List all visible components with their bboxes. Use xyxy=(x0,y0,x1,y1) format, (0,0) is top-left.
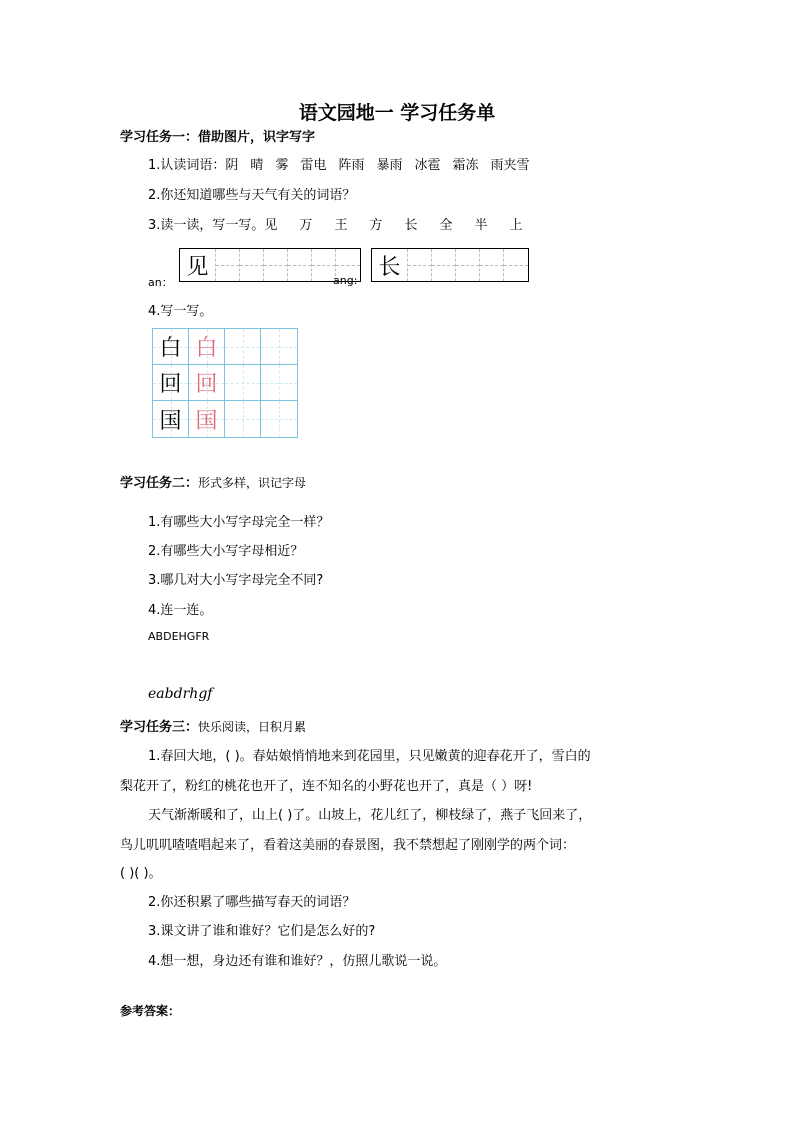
lowercase-letter: d xyxy=(173,686,183,702)
grid-cell xyxy=(189,329,225,365)
uppercase-letter: E xyxy=(171,630,179,643)
writing-box-model-char: 见 xyxy=(180,249,216,281)
box-ang-label: ang: xyxy=(333,274,358,287)
task2-q2: 2.有哪些大小写字母相近？ xyxy=(148,544,304,559)
answers-heading: 参考答案： xyxy=(120,1004,181,1018)
vocab-word: 雾 xyxy=(275,158,289,173)
trace-char: 国 xyxy=(195,408,218,434)
task2-q4: 4.连一连。 xyxy=(148,603,213,618)
vocab-word: 冰雹 xyxy=(414,158,441,173)
practice-char: 全 xyxy=(439,218,453,233)
grid-cell xyxy=(153,401,189,437)
trace-char: 回 xyxy=(195,372,218,397)
uppercase-letter: A xyxy=(148,630,156,643)
lowercase-letter-row xyxy=(148,686,212,702)
grid-cell xyxy=(261,365,297,401)
tian-grid xyxy=(152,328,298,438)
lowercase-letter: e xyxy=(148,686,157,702)
uppercase-letter: H xyxy=(178,630,187,643)
writing-box-model-char: 长 xyxy=(372,249,408,281)
writing-box-ang xyxy=(371,248,529,282)
lowercase-letter: g xyxy=(198,686,208,702)
uppercase-letter: R xyxy=(201,630,210,643)
grid-cell xyxy=(153,329,189,365)
task3-heading-text: 快乐阅读，日积月累 xyxy=(198,720,307,734)
vocab-word: 阴 xyxy=(225,158,239,173)
task3-q3: 3.课文讲了谁和谁好？它们是怎么好的? xyxy=(148,924,376,939)
practice-char: 上 xyxy=(509,218,523,233)
vocab-word: 阵雨 xyxy=(338,158,365,173)
grid-cell xyxy=(261,329,297,365)
lowercase-letter: f xyxy=(207,686,213,702)
vocab-word: 雨夹雪 xyxy=(490,158,530,173)
task3-paragraph2-line1: 天气渐渐暖和了，山上( )了。山坡上，花儿红了，柳枝绿了，燕子飞回来了， xyxy=(148,808,592,823)
uppercase-letter: G xyxy=(186,630,196,643)
lowercase-letter: a xyxy=(156,686,165,702)
task2-q3: 3.哪几对大小写字母完全不同? xyxy=(148,573,324,588)
practice-char: 见 xyxy=(264,218,278,233)
vocab-word: 雷电 xyxy=(300,158,327,173)
task1-q4: 4.写一写。 xyxy=(148,304,213,319)
model-char: 国 xyxy=(159,408,182,434)
grid-cell xyxy=(153,365,189,401)
uppercase-letter: D xyxy=(163,630,172,643)
uppercase-letter: F xyxy=(195,630,202,643)
task3-heading-label: 学习任务三： xyxy=(120,720,199,735)
trace-char: 白 xyxy=(195,336,218,361)
task2-heading-text: 形式多样，识记字母 xyxy=(198,476,307,490)
model-char: 白 xyxy=(159,336,182,361)
grid-cell xyxy=(261,401,297,437)
model-char: 回 xyxy=(159,372,182,397)
uppercase-letter: B xyxy=(155,630,164,643)
grid-cell xyxy=(225,401,261,437)
page-title: 语文园地一 学习任务单 xyxy=(298,102,496,124)
practice-char: 半 xyxy=(474,218,488,233)
grid-cell xyxy=(225,365,261,401)
task3-q2: 2.你还积累了哪些描写春天的词语？ xyxy=(148,895,356,910)
task2-heading xyxy=(120,472,306,491)
q3-label: 3.读一读，写一写。 xyxy=(148,218,265,233)
vocab-word: 晴 xyxy=(250,158,264,173)
task3-paragraph1-line1: 1.春回大地，( )。春姑娘悄悄地来到花园里，只见嫩黄的迎春花开了，雪白的 xyxy=(148,749,591,764)
task1-heading: 学习任务一：借助图片，识字写字 xyxy=(120,130,316,145)
practice-char: 王 xyxy=(334,218,348,233)
q3-char-list xyxy=(264,218,544,233)
q1-word-list xyxy=(225,158,541,173)
task3-heading xyxy=(120,716,306,735)
grid-cell xyxy=(189,401,225,437)
task3-paragraph2-line2: 鸟儿叽叽喳喳唱起来了，看着这美丽的春景图，我不禁想起了刚刚学的两个词： xyxy=(120,838,576,853)
uppercase-letter-row xyxy=(148,630,209,643)
task2-q1: 1.有哪些大小写字母完全一样？ xyxy=(148,515,330,530)
vocab-word: 霜冻 xyxy=(452,158,479,173)
task2-heading-label: 学习任务二： xyxy=(120,476,199,491)
box-an-label: an： xyxy=(148,276,173,289)
grid-cell xyxy=(225,329,261,365)
lowercase-letter: r xyxy=(182,686,190,702)
practice-char: 长 xyxy=(404,218,418,233)
task1-q1 xyxy=(148,154,542,173)
lowercase-letter: b xyxy=(164,686,174,702)
q1-label: 1.认读词语： xyxy=(148,158,226,173)
task1-q2: 2.你还知道哪些与天气有关的词语？ xyxy=(148,188,356,203)
practice-char: 万 xyxy=(299,218,313,233)
task3-q4: 4.想一想，身边还有谁和谁好？，仿照儿歌说一说。 xyxy=(148,954,447,969)
lowercase-letter: h xyxy=(189,686,199,702)
practice-char: 方 xyxy=(369,218,383,233)
grid-cell xyxy=(189,365,225,401)
task3-paragraph1-line2: 梨花开了，粉红的桃花也开了，连不知名的小野花也开了，真是（ ）呀! xyxy=(120,779,533,794)
task3-paragraph2-line3: ( )( )。 xyxy=(120,866,162,881)
task1-q3 xyxy=(148,214,545,233)
vocab-word: 暴雨 xyxy=(376,158,403,173)
